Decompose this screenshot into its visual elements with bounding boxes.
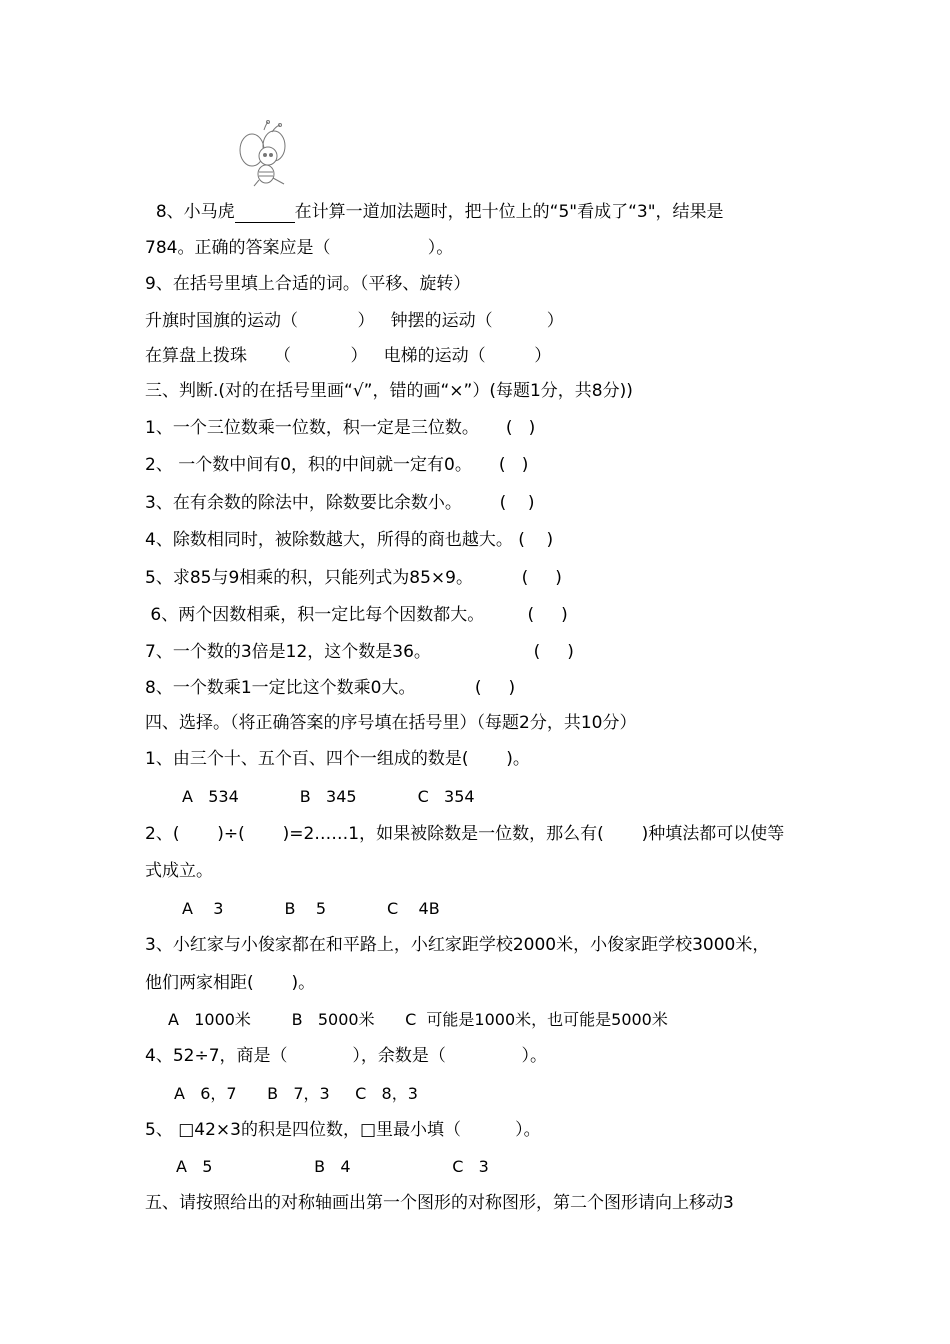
section4-q3-cont: 他们两家相距( )。 (145, 973, 316, 993)
section5-title: 五、请按照给出的对称轴画出第一个图形的对称图形，第二个图形请向上移动3 (145, 1193, 734, 1213)
q8-blank-image-slot (235, 208, 295, 223)
q9-row1: 升旗时国旗的运动（ ） 钟摆的运动（ ） (145, 311, 564, 331)
section4-q1: 1、由三个十、五个百、四个一组成的数是( )。 (145, 749, 530, 769)
section4-q4-options: A 6，7 B 7，3 C 8，3 (174, 1084, 418, 1103)
q9-row2: 在算盘上拨珠 （ ） 电梯的运动（ ） (145, 346, 552, 366)
bee-cartoon-icon (232, 120, 296, 190)
section4-q5: 5、 □42×3的积是四位数，□里最小填（ ）。 (145, 1120, 541, 1140)
section4-q3-options: A 1000米 B 5000米 C 可能是1000米，也可能是5000米 (168, 1010, 668, 1029)
section4-q4: 4、52÷7，商是（ ），余数是（ ）。 (145, 1046, 548, 1066)
section4-q2-options: A 3 B 5 C 4B (182, 899, 440, 918)
q8-text-part2: 在计算一道加法题时，把十位上的“5"看成了“3"，结果是 (294, 202, 724, 222)
section3-item-6: 6、两个因数相乘，积一定比每个因数都大。 ( ) (145, 605, 568, 625)
section4-q5-options: A 5 B 4 C 3 (176, 1157, 489, 1176)
section3-title: 三、判断.(对的在括号里画“√”，错的画“×”）(每题1分，共8分)) (145, 381, 633, 401)
section4-q2-cont: 式成立。 (145, 861, 213, 881)
section4-q2: 2、( )÷( )=2……1，如果被除数是一位数，那么有( )种填法都可以使等 (145, 824, 785, 844)
q8-line2: 784。正确的答案应是（ ）。 (145, 238, 454, 258)
section3-item-3: 3、在有余数的除法中，除数要比余数小。 ( ) (145, 493, 535, 513)
section4-q1-options: A 534 B 345 C 354 (182, 787, 475, 806)
q8-text-part1: 8、小马虎 (155, 202, 235, 222)
section3-item-2: 2、 一个数中间有0，积的中间就一定有0。 ( ) (145, 455, 529, 475)
section4-title: 四、选择。（将正确答案的序号填在括号里）（每题2分，共10分） (145, 713, 637, 733)
section3-item-8: 8、一个数乘1一定比这个数乘0大。 ( ) (145, 678, 516, 698)
section4-q3: 3、小红家与小俊家都在和平路上，小红家距学校2000米，小俊家距学校3000米， (145, 935, 770, 955)
section3-item-4: 4、除数相同时，被除数越大，所得的商也越大。 ( ) (145, 530, 554, 550)
section3-item-1: 1、一个三位数乘一位数，积一定是三位数。 ( ) (145, 418, 536, 438)
section3-item-7: 7、一个数的3倍是12，这个数是36。 ( ) (145, 642, 574, 662)
q9-title: 9、在括号里填上合适的词。（平移、旋转） (145, 274, 471, 294)
section3-item-5: 5、求85与9相乘的积，只能列式为85×9。 ( ) (145, 568, 562, 588)
